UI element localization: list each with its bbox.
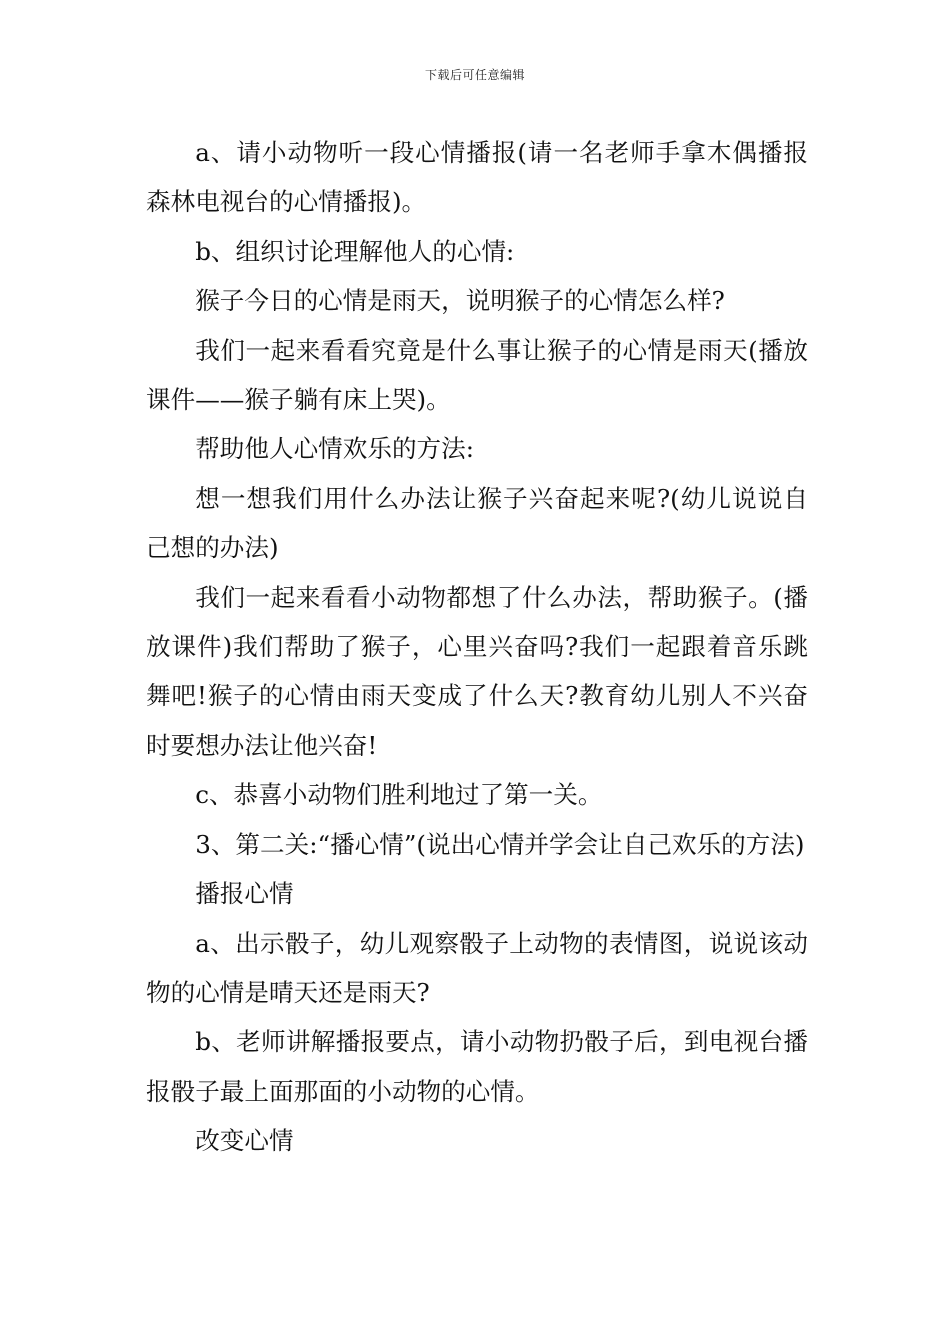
paragraph-change-mood: 改变心情 — [195, 1126, 294, 1156]
page-header: 下载后可任意编辑 — [424, 68, 525, 82]
paragraph-a-listen: a、请小动物听一段心情播报(请一名老师手拿木偶播报森林电视台的心情播报)。 — [146, 138, 808, 217]
paragraph-think: 想一想我们用什么办法让猴子兴奋起来呢?(幼儿说说自己想的办法) — [146, 483, 808, 563]
paragraph-monkey-mood: 猴子今日的心情是雨天，说明猴子的心情怎么样? — [195, 286, 725, 316]
paragraph-b-discuss: b、组织讨论理解他人的心情: — [195, 236, 515, 266]
paragraph-watch-courseware: 我们一起来看看究竟是什么事让猴子的心情是雨天(播放课件——猴子躺有床上哭)。 — [146, 335, 808, 415]
paragraph-b-teacher: b、老师讲解播报要点，请小动物扔骰子后，到电视台播报骰子最上面那面的小动物的心情。 — [146, 1027, 808, 1106]
paragraph-level-two: 3、第二关:“播心情”(说出心情并学会让自己欢乐的方法) — [195, 829, 805, 859]
paragraph-animals-help: 我们一起来看看小动物都想了什么办法，帮助猴子。(播放课件)我们帮助了猴子，心里兴奋吗?我们一起跟着音乐跳舞吧!猴子的心情由雨天变成了什么天?教育幼儿别人不兴奋时要想办法让他兴奋! — [146, 582, 808, 760]
paragraph-a-dice: a、出示骰子，幼儿观察骰子上动物的表情图，说说该动物的心情是晴天还是雨天? — [146, 928, 808, 1007]
paragraph-broadcast-mood: 播报心情 — [195, 879, 294, 909]
paragraph-help-method: 帮助他人心情欢乐的方法: — [195, 434, 475, 464]
paragraph-c-congrats: c、恭喜小动物们胜利地过了第一关。 — [195, 780, 603, 810]
document-body — [146, 128, 808, 1166]
